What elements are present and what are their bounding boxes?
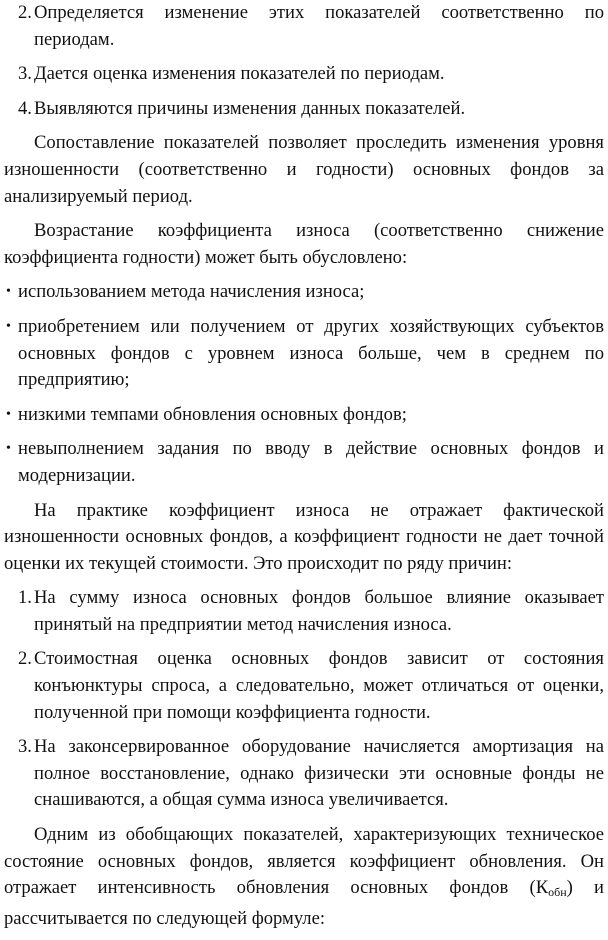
paragraph: На практике коэффициент износа не отражает фактической изношенности основных фондов, а коэффициент годности не дает точной оценки их текущей стоимости. Это происходит по ряду причин: bbox=[4, 499, 604, 574]
list-item bbox=[4, 61, 604, 88]
coefficient-subscript: обн bbox=[548, 885, 567, 900]
paragraph-formula-intro bbox=[4, 822, 604, 932]
list-text: На законсервированное оборудование начисляется амортизация на полное восстановление, однако физически эти основные фонды не снашиваются, а общая сумма износа увеличивается. bbox=[34, 736, 604, 811]
bullet-icon: • bbox=[6, 441, 11, 457]
bullet-text: невыполнением задания по вводу в действие основных фондов и модернизации. bbox=[18, 438, 604, 486]
list-number: 4. bbox=[18, 97, 32, 119]
list-number: 3. bbox=[18, 63, 32, 85]
paragraph-text-end: ) и рассчитывается по следующей формуле: bbox=[4, 877, 604, 929]
list-item bbox=[4, 646, 604, 726]
bullet-item bbox=[4, 314, 604, 394]
list-number: 3. bbox=[18, 736, 32, 758]
bullet-item bbox=[4, 279, 604, 306]
list-text: Дается оценка изменения показателей по периодам. bbox=[34, 63, 445, 85]
list-number: 2. bbox=[18, 2, 32, 23]
list-item bbox=[4, 585, 604, 638]
list-item bbox=[4, 96, 604, 123]
bullet-item bbox=[4, 436, 604, 489]
paragraph-text: Одним из обобщающих показателей, характеризующих техническое состояние основных фондов, является коэффициент обновления. Он отражает интенсивность обновления основных фондов ( bbox=[4, 824, 604, 899]
list-text: На сумму износа основных фондов большое влияние оказывает принятый на предприятии метод начисления износа. bbox=[34, 587, 604, 635]
bullet-text: низкими темпами обновления основных фондов; bbox=[18, 403, 407, 425]
list-item bbox=[4, 734, 604, 814]
list-text: Определяется изменение этих показателей соответственно по периодам. bbox=[34, 2, 604, 50]
bullet-text: приобретением или получением от других хозяйствующих субъектов основных фондов с уровнем износа больше, чем в среднем по предприятию; bbox=[18, 315, 604, 391]
bullet-icon: • bbox=[6, 406, 11, 422]
list-number: 2. bbox=[18, 648, 32, 670]
paragraph: Сопоставление показателей позволяет проследить изменения уровня изношенности (соответственно и годности) основных фондов за анализируемый период. bbox=[4, 132, 604, 207]
bullet-item bbox=[4, 402, 604, 429]
bullet-text: использованием метода начисления износа; bbox=[18, 281, 365, 303]
document-page bbox=[4, 0, 604, 940]
bullet-icon: • bbox=[6, 318, 11, 334]
list-item bbox=[4, 0, 604, 53]
coefficient-symbol: К bbox=[535, 877, 549, 899]
list-text: Стоимостная оценка основных фондов зависит от состояния конъюнктуры спроса, а следовательно, может отличаться от оценки, полученной при помощи коэффициента годности. bbox=[34, 648, 604, 723]
list-number: 1. bbox=[18, 587, 32, 609]
bullet-icon: • bbox=[6, 284, 11, 300]
list-text: Выявляются причины изменения данных показателей. bbox=[34, 97, 466, 119]
paragraph: Возрастание коэффициента износа (соответственно снижение коэффициента годности) может быть обусловлено: bbox=[4, 220, 604, 268]
